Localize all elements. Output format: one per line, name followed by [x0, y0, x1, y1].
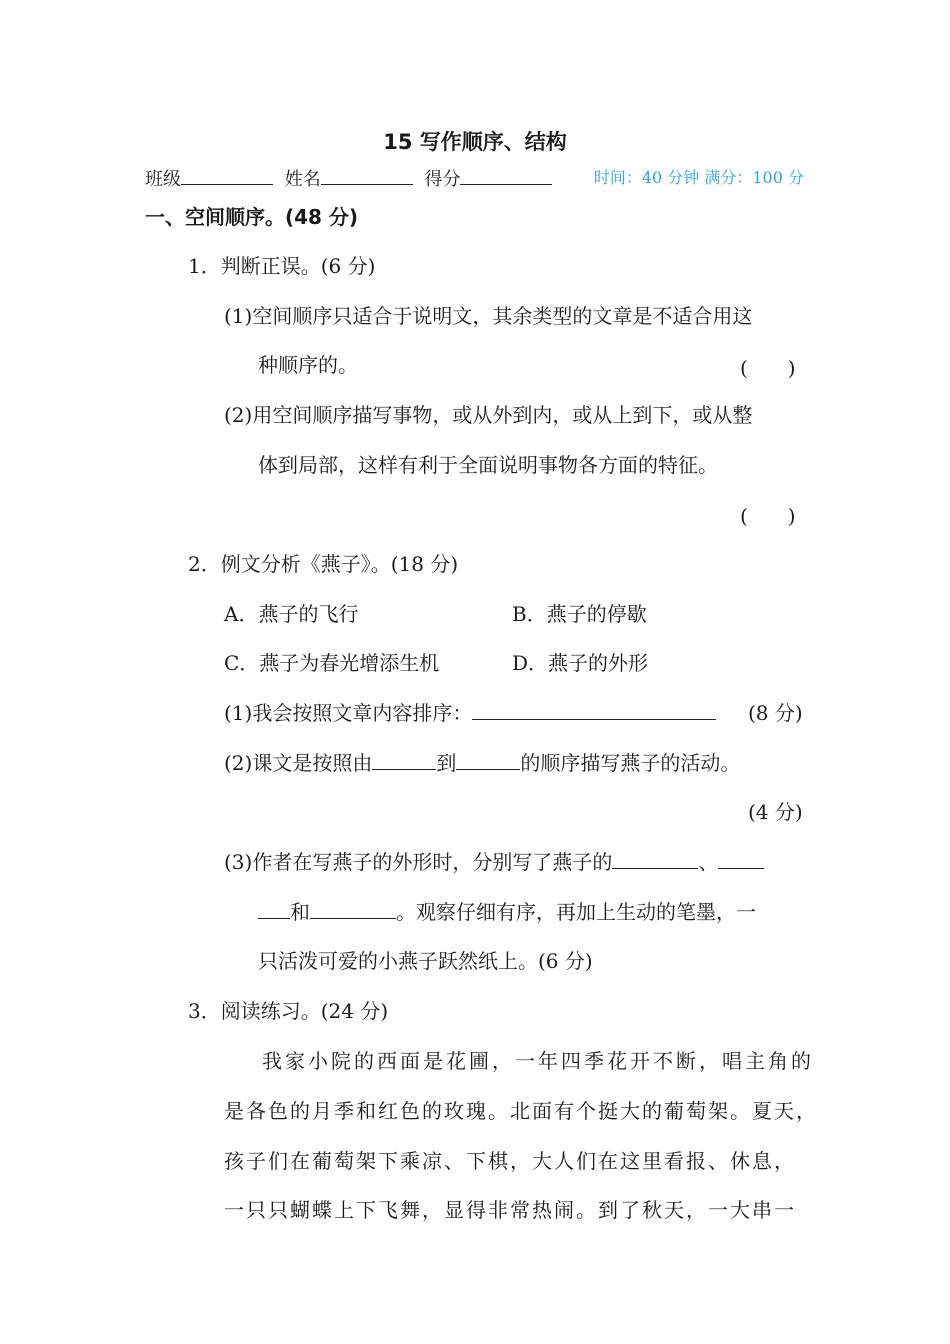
name-blank[interactable] — [321, 164, 413, 185]
q2-sub3-line1 — [224, 848, 764, 876]
q2-sub2-b: 到 — [436, 751, 457, 775]
q2-sub3-line3: 只活泼可爱的小燕子跃然纸上。(6 分) — [258, 949, 593, 973]
q2-sub2-blank2[interactable] — [456, 749, 520, 770]
q2-sub2-blank1[interactable] — [372, 749, 436, 770]
q2-sub2-c: 的顺序描写燕子的活动。 — [520, 751, 741, 775]
q2-sub3-blank1[interactable] — [612, 848, 698, 869]
q1-item1-answer-paren[interactable]: ( ) — [740, 356, 796, 380]
q1-item1-line2: 种顺序的。 — [258, 353, 358, 377]
q3-stem: 3．阅读练习。(24 分) — [188, 999, 389, 1023]
q2-sub1 — [224, 699, 716, 727]
q3-passage-line3: 孩子们在葡萄架下乘凉、下棋，大人们在这里看报、休息， — [224, 1149, 796, 1173]
class-label: 班级 — [145, 169, 181, 190]
q1-item2-line1: (2)用空间顺序描写事物，或从外到内，或从上到下，或从整 — [224, 403, 753, 427]
score-blank[interactable] — [460, 164, 552, 185]
q2-sub3-line2 — [258, 898, 756, 926]
q2-sub3-blank3[interactable] — [310, 898, 396, 919]
class-blank[interactable] — [181, 164, 273, 185]
section-heading: 一、空间顺序。(48 分) — [145, 205, 359, 229]
q2-option-b: B．燕子的停歇 — [512, 602, 647, 626]
q2-sub3-rest: 。观察仔细有序，再加上生动的笔墨，一 — [396, 900, 756, 924]
score-label: 得分 — [424, 169, 461, 190]
q2-sub3-sep: 、 — [698, 850, 719, 874]
q2-option-d: D．燕子的外形 — [512, 651, 649, 675]
q2-sub2-a: (2)课文是按照由 — [224, 751, 373, 775]
q2-sub3-blank2-end[interactable] — [258, 898, 290, 919]
q2-stem: 2．例文分析《燕子》。(18 分) — [188, 552, 459, 576]
info-row — [145, 164, 552, 194]
q2-sub2-score: (4 分) — [748, 800, 803, 824]
q2-sub1-text: (1)我会按照文章内容排序： — [224, 701, 473, 725]
q2-option-c: C．燕子为春光增添生机 — [224, 651, 440, 675]
q2-sub3-and: 和 — [290, 900, 310, 924]
name-label: 姓名 — [284, 169, 321, 190]
q1-stem: 1．判断正误。(6 分) — [188, 254, 376, 278]
q2-sub1-score: (8 分) — [748, 701, 803, 725]
q1-item2-line2: 体到局部，这样有利于全面说明事物各方面的特征。 — [258, 453, 718, 477]
q1-item1-line1: (1)空间顺序只适合于说明文，其余类型的文章是不适合用这 — [224, 304, 753, 328]
q3-passage-line1: 我家小院的西面是花圃，一年四季花开不断，唱主角的 — [262, 1049, 814, 1073]
q2-option-a: A．燕子的飞行 — [224, 602, 359, 626]
q2-sub3-text: (3)作者在写燕子的外形时，分别写了燕子的 — [224, 850, 613, 874]
q2-sub3-blank2-start[interactable] — [718, 848, 764, 869]
page-title: 15 写作顺序、结构 — [383, 130, 567, 154]
q2-sub2 — [224, 749, 740, 777]
q1-item2-answer-paren[interactable]: ( ) — [740, 504, 796, 528]
q3-passage-line2: 是各色的月季和红色的玫瑰。北面有个挺大的葡萄架。夏天， — [224, 1099, 818, 1123]
q3-passage-line4: 一只只蝴蝶上下飞舞，显得非常热闹。到了秋天，一大串一 — [224, 1198, 796, 1222]
q2-sub1-blank[interactable] — [472, 699, 716, 720]
time-score-meta: 时间：40 分钟 满分：100 分 — [593, 168, 804, 187]
